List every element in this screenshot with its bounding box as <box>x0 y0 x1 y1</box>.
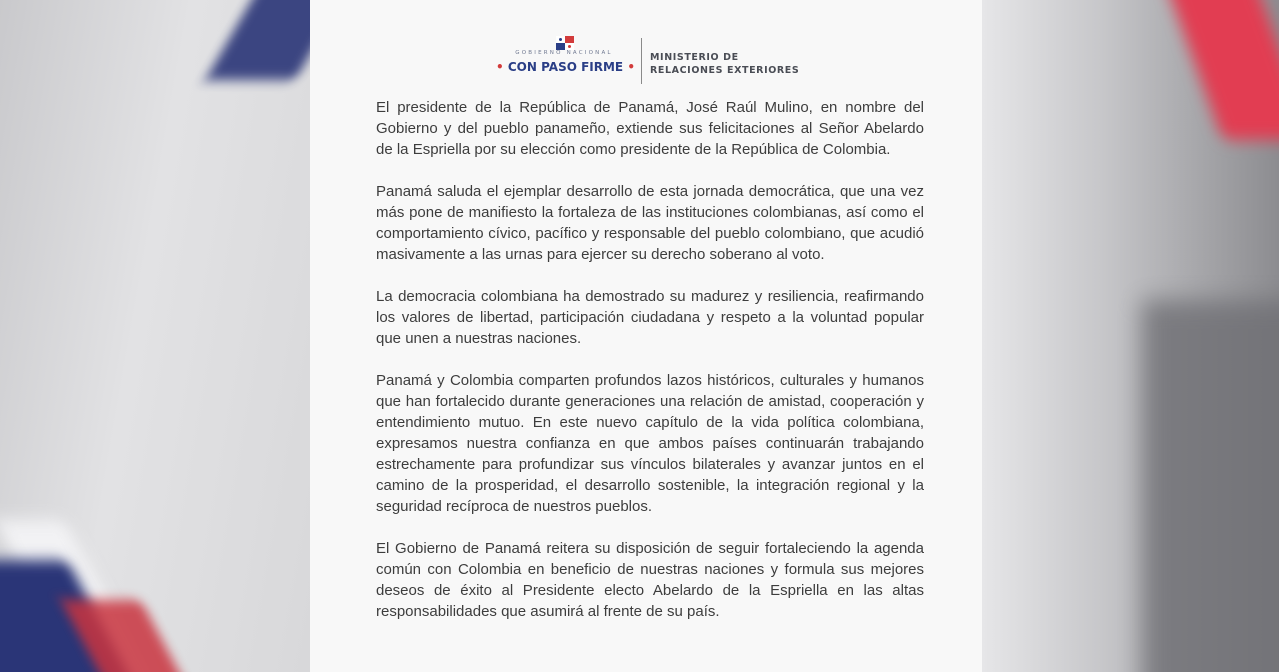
panama-flag-icon <box>556 36 574 50</box>
paragraph: El presidente de la República de Panamá, José Raúl Mulino, en nombre del Gobierno y del pueblo panameño, extiende sus felicitaciones al Señor Abelardo de la Espriella por su elección como presidente de la República de Colombia. <box>376 99 924 158</box>
ministry-line-1: MINISTERIO DE <box>650 52 739 63</box>
flag-stripe-red <box>1161 0 1279 140</box>
gov-slogan-text: CON PASO FIRME <box>507 60 624 74</box>
paragraph: El Gobierno de Panamá reitera su disposición de seguir fortaleciendo la agenda común con Colombia en beneficio de nuestras naciones y formula sus mejores deseos de éxito al Presidente electo Abelardo de la Espriella en las altas responsabilidades que asumirá al frente de su país. <box>376 540 924 620</box>
background-right <box>982 0 1279 672</box>
letterhead-divider <box>641 38 642 84</box>
background-left <box>0 0 310 672</box>
gov-slogan <box>496 60 635 74</box>
flag-stripe-blue <box>205 0 310 80</box>
letterhead <box>310 36 982 86</box>
bullet-icon: • <box>627 60 635 74</box>
ministry-name <box>650 51 799 77</box>
official-statement <box>310 0 982 672</box>
background-shadow <box>1142 300 1279 672</box>
paragraph: La democracia colombiana ha demostrado su madurez y resiliencia, reafirmando los valores de libertad, participación ciudadana y respeto a la voluntad popular que unen a nuestras naciones. <box>376 288 924 347</box>
statement-body <box>376 97 924 643</box>
paragraph: Panamá saluda el ejemplar desarrollo de esta jornada democrática, que una vez más pone de manifiesto la fortaleza de las instituciones colombianas, así como el comportamiento cívico, pacífico y responsable del pueblo colombiano, que acudió masivamente a las urnas para ejercer su derecho soberano al voto. <box>376 183 924 263</box>
bullet-icon: • <box>496 60 504 74</box>
gov-small-label: GOBIERNO NACIONAL <box>515 50 613 56</box>
paragraph: Panamá y Colombia comparten profundos lazos históricos, culturales y humanos que han fortalecido durante generaciones una relación de amistad, cooperación y entendimiento mutuo. En este nuevo capítulo de la vida política colombiana, expresamos nuestra confianza en que ambos países continuarán trabajando estrechamente para profundizar sus vínculos bilaterales y avanzar juntos en el camino de la prosperidad, el desarrollo sostenible, la integración regional y la seguridad recíproca de nuestros pueblos. <box>376 372 924 515</box>
ministry-line-2: RELACIONES EXTERIORES <box>650 65 800 76</box>
